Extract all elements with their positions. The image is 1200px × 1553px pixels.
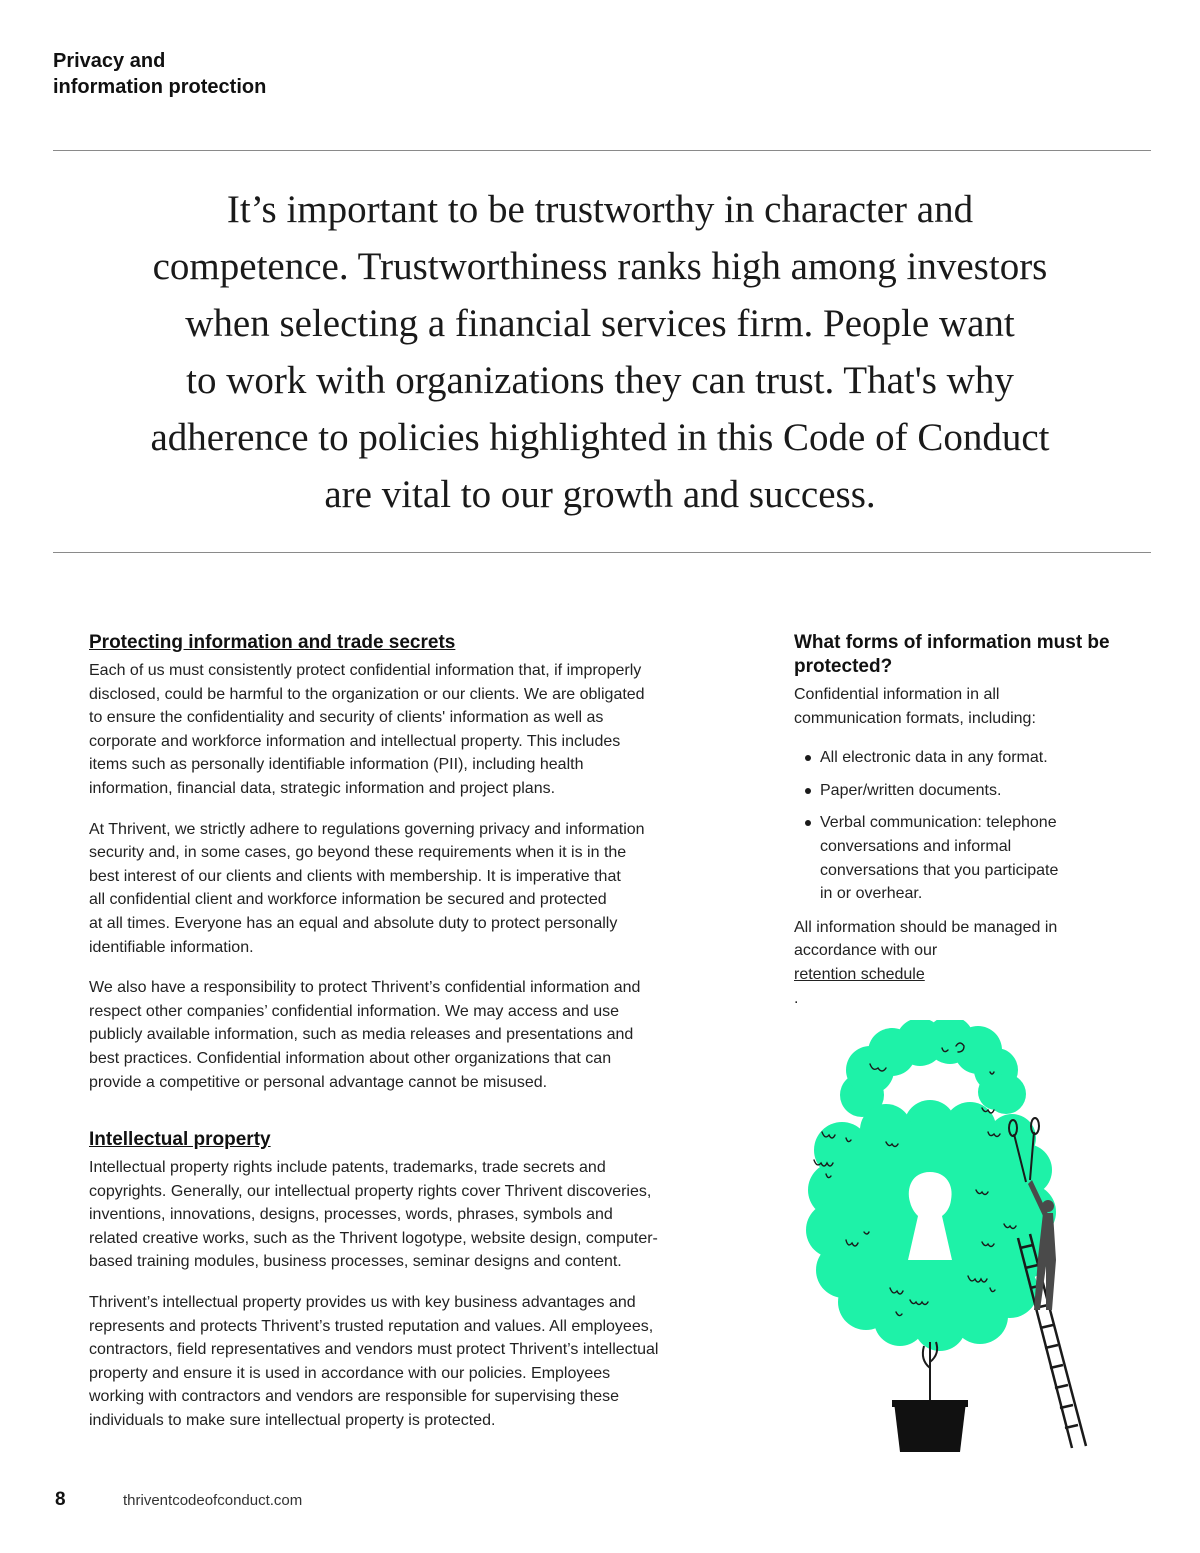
section-title-line-2: information protection [53,76,267,98]
sidebar-intro: Confidential information in all communication formats, including: [794,686,1036,727]
section-title [53,48,266,100]
quote-line: It’s important to be trustworthy in character and [226,188,974,231]
protecting-paragraph-2: At Thrivent, we strictly adhere to regulations governing privacy and information security and, in some cases, go beyond these requirements when it is in the best interest of our clients and clients with membership. It is imperative that all confidential client and workforce information be secured and protected at all times. Everyone has an equal and absolute duty to protect personally identifiable information. [89,820,645,956]
information-forms-list [794,746,1134,906]
quote-line: competence. Trustworthiness ranks high among investors [152,245,1048,288]
list-item: All electronic data in any format. [794,746,1134,770]
section-title-line-1: Privacy and [53,50,166,72]
quote-line: to work with organizations they can trust. That's why [186,359,1014,402]
bottom-divider [53,552,1151,553]
intellectual-property-heading: Intellectual property [89,1129,271,1151]
sidebar-heading: What forms of information must be protected? [794,632,1110,677]
protecting-paragraph-1: Each of us must consistently protect confidential information that, if improperly disclosed, could be harmful to the organization or our clients. We are obligated to ensure the confidentiality and security of clients' information as well as corporate and workforce information and intellectual property. This includes items such as personally identifiable information (PII), including health information, financial data, strategic information and project plans. [89,662,645,797]
topiary-lock-illustration [800,1020,1110,1460]
plant-stem [923,1342,937,1404]
quote-line: adherence to policies highlighted in this Code of Conduct [150,416,1050,459]
protecting-paragraph-3: We also have a responsibility to protect Thrivent’s confidential information and respect other companies’ confidential information. We may access and use publicly available information, such as media releases and presentations and best practices. Confidential information about other organizations that can provide a competitive or personal advantage cannot be misused. [89,979,641,1091]
protecting-heading: Protecting information and trade secrets [89,632,456,653]
list-item: Verbal communication: telephone conversations and informal conversations that you participate in or overhear. [794,811,1134,905]
quote-line: when selecting a financial services firm. People want [185,302,1015,345]
ip-paragraph-1: Intellectual property rights include patents, trademarks, trade secrets and copyrights. Generally, our intellectual property rights cover Thrivent discoveries, inventions, innovations, designs, processes, words, phrases, symbols and related creative works, such as the Thrivent logotype, website design, computer- based training modules, business processes, seminar designs and content. [89,1159,658,1271]
list-item: Paper/written documents. [794,779,1134,803]
footer-url[interactable]: thriventcodeofconduct.com [123,1492,303,1509]
sidebar [794,631,1134,1027]
ip-paragraph-2: Thrivent’s intellectual property provides us with key business advantages and represents and protects Thrivent’s trusted reputation and values. All employees, contractors, field representatives and vendors must protect Thrivent’s intellectual property and ensure it is used in accordance with our policies. Employees working with contractors and vendors are responsible for supervising these individuals to make sure intellectual property is protected. [89,1294,659,1430]
flower-pot [894,1402,966,1452]
quote-line: are vital to our growth and success. [324,473,876,516]
pull-quote [100,181,1100,523]
sidebar-closing: All information should be managed in accordance with our retention schedule . [794,918,1058,1007]
page-number: 8 [55,1489,66,1510]
top-divider [53,150,1151,151]
main-column [89,631,739,1450]
retention-schedule-link[interactable]: retention schedule [794,965,925,983]
